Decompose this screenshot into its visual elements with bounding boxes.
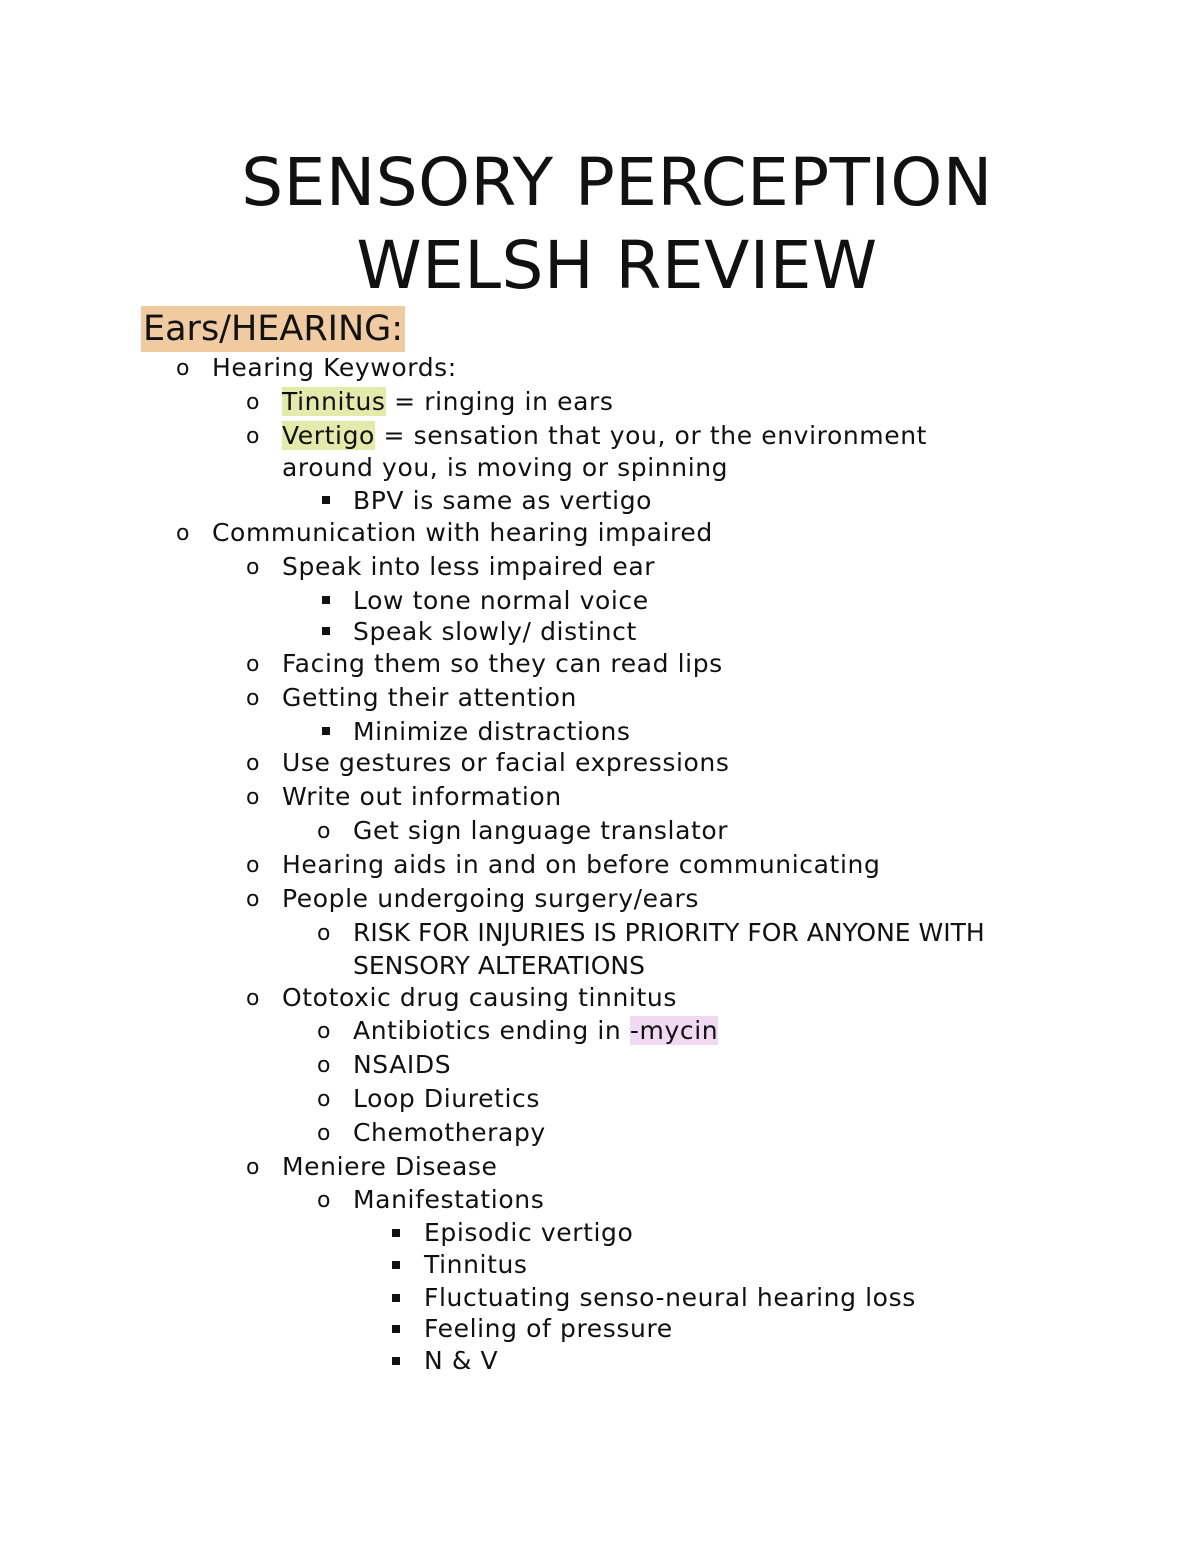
circle-bullet: o — [317, 921, 331, 946]
circle-bullet: o — [317, 1188, 331, 1213]
circle-bullet: o — [176, 521, 190, 546]
document-title-line-1: SENSORY PERCEPTION — [241, 144, 993, 221]
list-item-hearing-keywords: Hearing Keywords: — [212, 353, 457, 382]
list-item-nausea-vomiting: N & V — [424, 1346, 499, 1375]
document-title-line-2: WELSH REVIEW — [356, 227, 878, 304]
square-bullet — [392, 1325, 400, 1333]
square-bullet — [322, 496, 330, 504]
circle-bullet: o — [246, 751, 260, 776]
list-item-write-out: Write out information — [282, 782, 562, 811]
list-item-vertigo-continued: around you, is moving or spinning — [282, 453, 729, 482]
circle-bullet: o — [246, 785, 260, 810]
list-item-risk: RISK FOR INJURIES IS PRIORITY FOR ANYONE WITH — [353, 918, 985, 947]
square-bullet — [322, 727, 330, 735]
list-item-tinnitus — [282, 386, 614, 418]
keyword-highlight: Vertigo — [282, 421, 375, 450]
circle-bullet: o — [317, 819, 331, 844]
circle-bullet: o — [246, 853, 260, 878]
suffix-highlight: -mycin — [629, 1016, 719, 1045]
square-bullet — [392, 1229, 400, 1237]
definition-text: = sensation that you, or the environment — [374, 421, 928, 450]
list-item-tinnitus-manifestation: Tinnitus — [424, 1250, 528, 1279]
list-item-chemotherapy: Chemotherapy — [353, 1118, 546, 1147]
list-item-surgery: People undergoing surgery/ears — [282, 884, 700, 913]
list-item-nsaids: NSAIDS — [353, 1050, 452, 1079]
list-item-feeling-of-pressure: Feeling of pressure — [424, 1314, 673, 1343]
list-item-ototoxic: Ototoxic drug causing tinnitus — [282, 983, 677, 1012]
square-bullet — [322, 627, 330, 635]
list-item-attention: Getting their attention — [282, 683, 578, 712]
circle-bullet: o — [246, 887, 260, 912]
circle-bullet: o — [246, 652, 260, 677]
circle-bullet: o — [246, 390, 260, 415]
list-item-loop-diuretics: Loop Diuretics — [353, 1084, 540, 1113]
square-bullet — [392, 1357, 400, 1365]
list-item-vertigo — [282, 420, 927, 452]
list-item-sign-language: Get sign language translator — [353, 816, 729, 845]
list-item-low-tone: Low tone normal voice — [353, 586, 649, 615]
list-item-bpv: BPV is same as vertigo — [353, 486, 653, 515]
square-bullet — [322, 596, 330, 604]
list-item-episodic-vertigo: Episodic vertigo — [424, 1218, 634, 1247]
list-item-antibiotics — [353, 1015, 718, 1047]
list-item-risk-continued: SENSORY ALTERATIONS — [353, 951, 645, 980]
list-item-minimize: Minimize distractions — [353, 717, 631, 746]
list-item-facing: Facing them so they can read lips — [282, 649, 723, 678]
circle-bullet: o — [317, 1121, 331, 1146]
circle-bullet: o — [246, 1155, 260, 1180]
list-item-speak-slowly: Speak slowly/ distinct — [353, 617, 637, 646]
list-item-hearing-aids: Hearing aids in and on before communicating — [282, 850, 881, 879]
list-item-gestures: Use gestures or facial expressions — [282, 748, 730, 777]
square-bullet — [392, 1261, 400, 1269]
circle-bullet: o — [246, 986, 260, 1011]
circle-bullet: o — [246, 424, 260, 449]
list-item-meniere: Meniere Disease — [282, 1152, 498, 1181]
circle-bullet: o — [317, 1053, 331, 1078]
square-bullet — [392, 1294, 400, 1302]
list-item-manifestations: Manifestations — [353, 1185, 545, 1214]
circle-bullet: o — [176, 356, 190, 381]
circle-bullet: o — [246, 555, 260, 580]
section-heading-ears-hearing: Ears/HEARING: — [141, 306, 405, 352]
definition-text: = ringing in ears — [385, 387, 614, 416]
list-item-communication: Communication with hearing impaired — [212, 518, 713, 547]
circle-bullet: o — [246, 686, 260, 711]
keyword-highlight: Tinnitus — [282, 387, 386, 416]
circle-bullet: o — [317, 1087, 331, 1112]
circle-bullet: o — [317, 1019, 331, 1044]
list-item-fluctuating-hearing-loss: Fluctuating senso-neural hearing loss — [424, 1283, 916, 1312]
antibiotics-text: Antibiotics ending in — [353, 1016, 630, 1045]
list-item-speak-less-impaired: Speak into less impaired ear — [282, 552, 656, 581]
